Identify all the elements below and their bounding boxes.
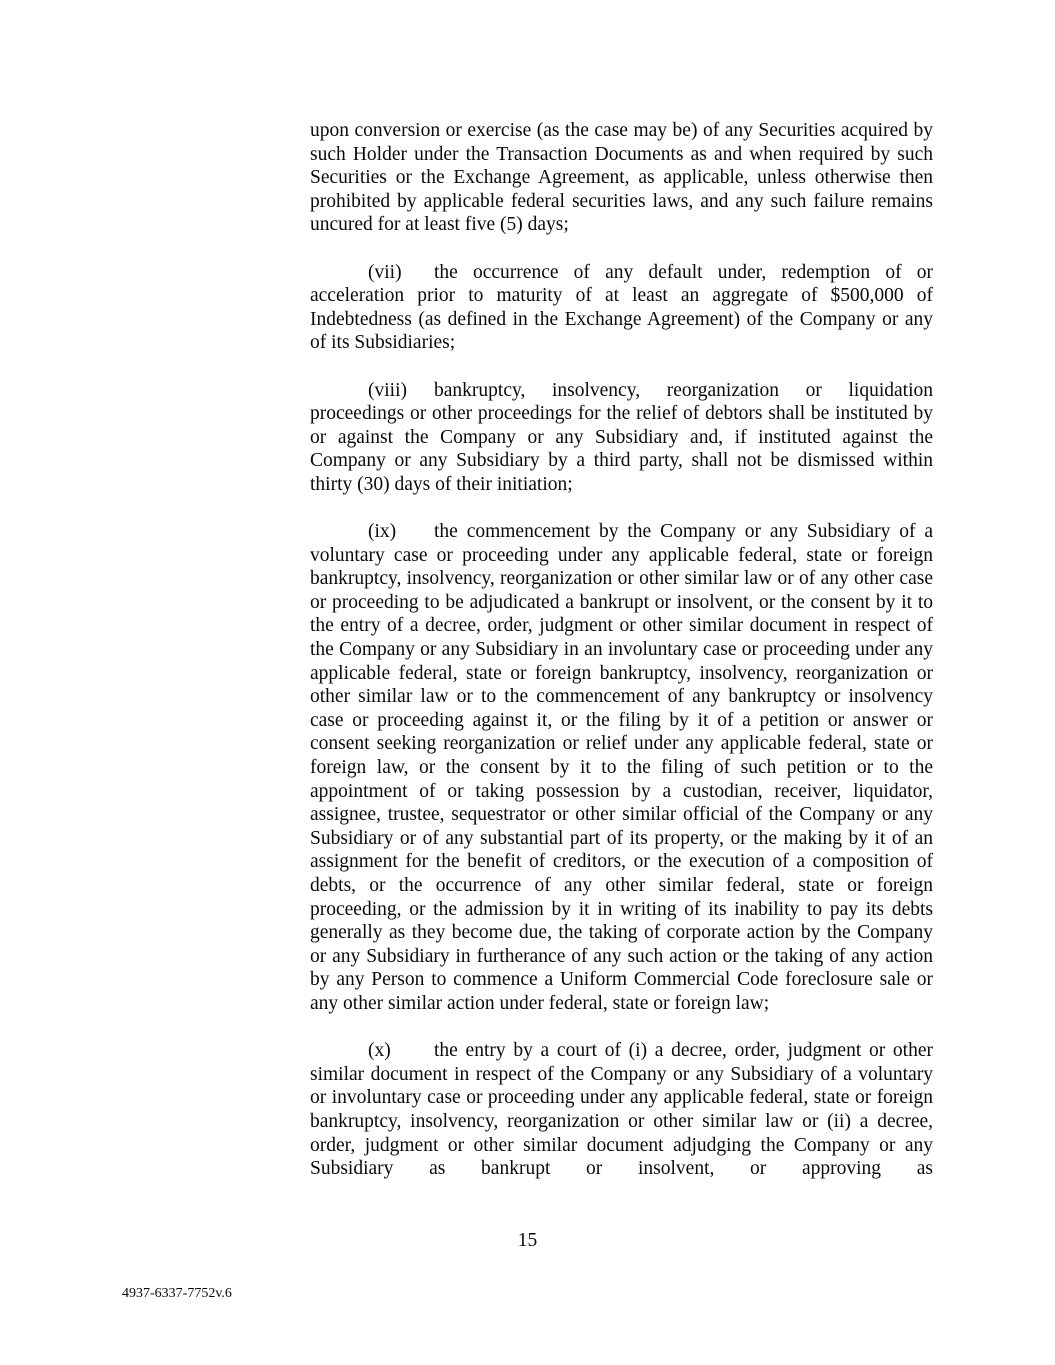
document-body [310, 119, 933, 1204]
clause-number: (viii) [368, 379, 407, 401]
clause-text: the entry by a court of (i) a decree, order, judgment or other similar document in respect of the Company or any Subsidiary of a voluntary or involuntary case or proceeding under any applicable federal, state or foreign bankruptcy, insolvency, reorganization or other similar law or (ii) a decree, order, judgment or other similar document adjudging the Company or any Subsidiary as bankrupt or insolvent, or approving as [310, 1040, 933, 1180]
clause-paragraph [310, 261, 933, 355]
continuation-paragraph [310, 119, 933, 237]
clause-text: the commencement by the Company or any Subsidiary of a voluntary case or proceeding under any applicable federal, state or foreign bankruptcy, insolvency, reorganization or other similar law or of any other case or proceeding to be adjudicated a bankrupt or insolvent, or the consent by it to the entry of a decree, order, judgment or other similar document in respect of the Company or any Subsidiary in an involuntary case or proceeding under any applicable federal, state or foreign bankruptcy, insolvency, reorganization or other similar law or to the commencement of any bankruptcy or insolvency case or proceeding against it, or the filing by it of a petition or answer or consent seeking reorganization or relief under any applicable federal, state or foreign law, or the consent by it to the filing of such petition or to the appointment of or taking possession by a custodian, receiver, liquidator, assignee, trustee, sequestrator or other similar official of the Company or any Subsidiary or of any substantial part of its property, or the making by it of an assignment for the benefit of creditors, or the execution of a composition of debts, or the occurrence of any other similar federal, state or foreign proceeding, or the admission by it in writing of its inability to pay its debts generally as they become due, the taking of corporate action by the Company or any Subsidiary in furtherance of any such action or the taking of any action by any Person to commence a Uniform Commercial Code foreclosure sale or any other similar action under federal, state or foreign law; [310, 521, 933, 1014]
clause-paragraph [310, 379, 933, 497]
page-number: 15 [517, 1230, 538, 1251]
clause-text: upon conversion or exercise (as the case may be) of any Securities acquired by such Holder under the Transaction Documents as and when required by such Securities or the Exchange Agreement, as applicable, unless otherwise then prohibited by applicable federal securities laws, and any such failure remains uncured for at least five (5) days; [310, 120, 933, 236]
clause-number: (vii) [368, 261, 402, 283]
clause-number: (ix) [368, 521, 397, 543]
clause-text: bankruptcy, insolvency, reorganization or liquidation proceedings or other proceedings for the relief of debtors shall be instituted by or against the Company or any Subsidiary and, if instituted against the Company or any Subsidiary by a third party, shall not be dismissed within thirty (30) days of their initiation; [310, 379, 933, 495]
clause-paragraph [310, 520, 933, 1015]
clause-text: the occurrence of any default under, redemption of or acceleration prior to maturity of at least an aggregate of $500,000 of Indebtedness (as defined in the Exchange Agreement) of the Company or any of its Subsidiaries; [310, 261, 933, 354]
document-control-number: 4937-6337-7752v.6 [122, 1286, 232, 1301]
clause-number: (x) [368, 1040, 391, 1062]
clause-paragraph [310, 1039, 933, 1181]
